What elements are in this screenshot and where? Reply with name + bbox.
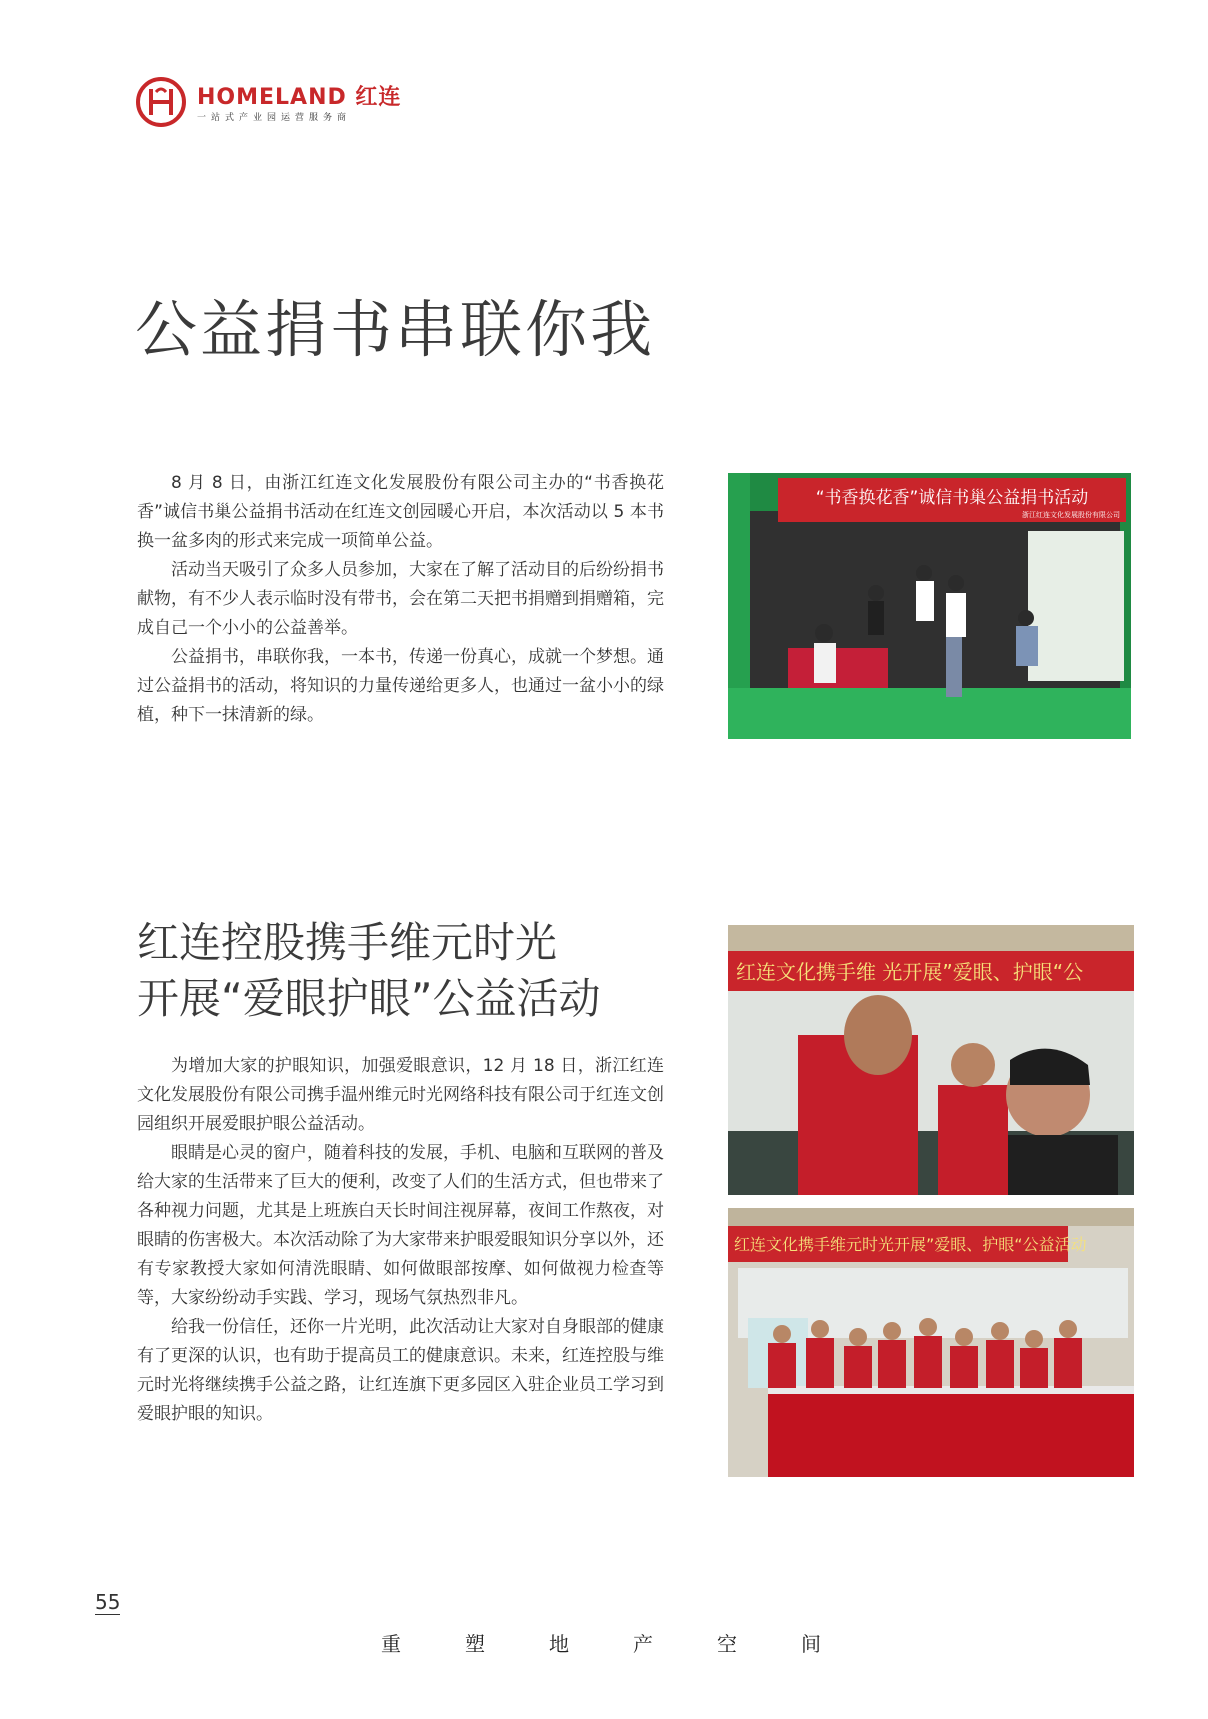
- brand-tagline: 一站式产业园运营服务商: [197, 113, 352, 123]
- brand-logo: [135, 76, 455, 126]
- article1-paragraph: 活动当天吸引了众多人员参加，大家在了解了活动目的后纷纷捐书献物，有不少人表示临时没有带书，会在第二天把书捐赠到捐赠箱，完成自己一个小小的公益善举。: [137, 560, 664, 638]
- article1-paragraph: 公益捐书，串联你我，一本书，传递一份真心，成就一个梦想。通过公益捐书的活动，将知识的力量传递给更多人，也通过一盆小小的绿植，种下一抹清新的绿。: [137, 647, 664, 725]
- article1-body: [137, 469, 664, 730]
- eye-care-group-photo: [728, 1208, 1134, 1477]
- article2-body: [137, 1052, 664, 1429]
- photo3-banner-text: 红连文化携手维元时光开展”爱眼、护眼“公益活动: [734, 1235, 1087, 1254]
- article2-paragraph: 眼睛是心灵的窗户，随着科技的发展，手机、电脑和互联网的普及给大家的生活带来了巨大的便利，改变了人们的生活方式，但也带来了各种视力问题，尤其是上班族白天长时间注视屏幕，夜间工作熬夜，对眼睛的伤害极大。本次活动除了为大家带来护眼爱眼知识分享以外，还有专家教授大家如何清洗眼睛、如何做眼部按摩、如何做视力检查等等，大家纷纷动手实践、学习，现场气氛热烈非凡。: [137, 1143, 664, 1308]
- slogan-char: 塑: [465, 1632, 485, 1656]
- article2-title: [137, 915, 601, 1027]
- brand-name: HOMELAND 红连: [197, 85, 402, 110]
- slogan-char: 重: [381, 1632, 401, 1656]
- article1-title: 公益捐书串联你我: [135, 293, 656, 366]
- article2-title-line1: 红连控股携手维元时光: [137, 918, 558, 967]
- slogan-char: 产: [633, 1632, 653, 1656]
- homeland-logo-icon: [135, 76, 187, 128]
- article1-paragraph: 8 月 8 日，由浙江红连文化发展股份有限公司主办的“书香换花香”诚信书巢公益捐书活动在红连文创园暖心开启，本次活动以 5 本书换一盆多肉的形式来完成一项简单公益。: [137, 473, 664, 551]
- slogan-char: 空: [717, 1632, 737, 1656]
- book-donation-photo: [728, 473, 1131, 739]
- article2-title-line2: 开展“爱眼护眼”公益活动: [137, 974, 601, 1023]
- photo1-banner-subtext: 浙江红连文化发展股份有限公司: [1022, 511, 1120, 519]
- slogan-char: 间: [801, 1632, 821, 1656]
- eye-care-demo-photo: [728, 925, 1134, 1195]
- article2-paragraph: 给我一份信任，还你一片光明，此次活动让大家对自身眼部的健康有了更深的认识，也有助于提高员工的健康意识。未来，红连控股与维元时光将继续携手公益之路，让红连旗下更多园区入驻企业员工学习到爱眼护眼的知识。: [137, 1317, 664, 1424]
- photo1-banner-text: “书香换花香”诚信书巢公益捐书活动: [815, 488, 1089, 508]
- slogan-char: 地: [549, 1632, 569, 1656]
- footer-slogan: [380, 1628, 822, 1657]
- article2-paragraph: 为增加大家的护眼知识，加强爱眼意识，12 月 18 日，浙江红连文化发展股份有限公司携手温州维元时光网络科技有限公司于红连文创园组织开展爱眼护眼公益活动。: [137, 1056, 664, 1134]
- page-number: 55: [95, 1590, 121, 1614]
- photo2-banner-text: 红连文化携手维 光开展”爱眼、护眼“公: [736, 960, 1084, 984]
